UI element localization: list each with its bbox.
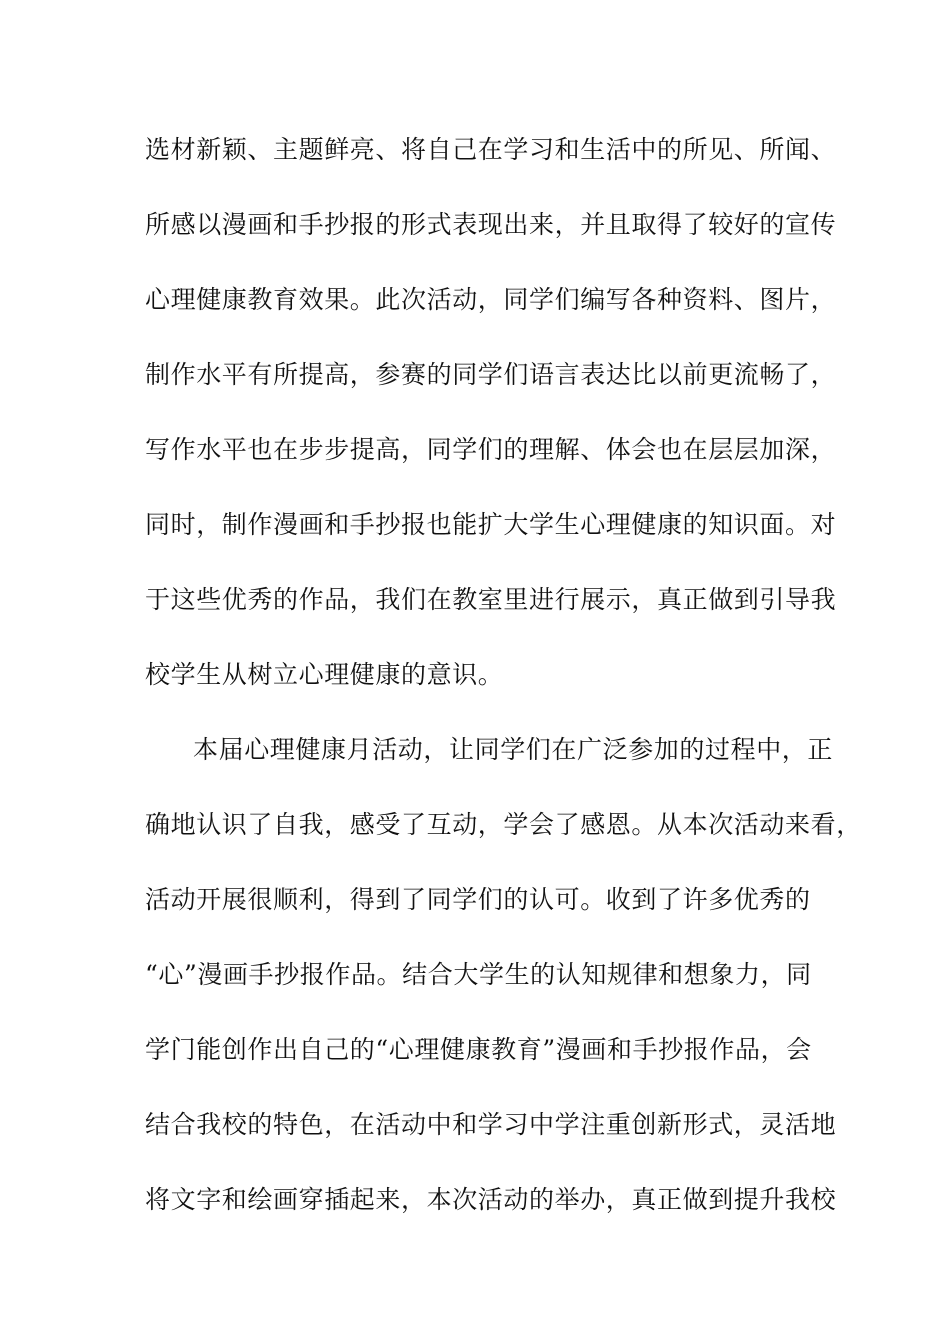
- text-line-1: 选材新颖、主题鲜亮、将自己在学习和生活中的所见、所闻、: [145, 135, 837, 164]
- text-line-14: 结合我校的特色，在活动中和学习中学注重创新形式，灵活地: [145, 1110, 837, 1139]
- text-line-2: 所感以漫画和手抄报的形式表现出来，并且取得了较好的宣传: [145, 210, 837, 239]
- text-line-12: “心”漫画手抄报作品。结合大学生的认知规律和想象力，同: [145, 960, 812, 989]
- text-line-6: 同时，制作漫画和手抄报也能扩大学生心理健康的知识面。对: [145, 510, 837, 539]
- text-line-8: 校学生从树立心理健康的意识。: [145, 660, 504, 689]
- text-line-4: 制作水平有所提高，参赛的同学们语言表达比以前更流畅了，: [145, 360, 837, 389]
- text-line-13: 学门能创作出自己的“心理健康教育”漫画和手抄报作品，会: [145, 1035, 812, 1064]
- text-line-9: 本届心理健康月活动，让同学们在广泛参加的过程中，正: [193, 735, 834, 764]
- text-line-3: 心理健康教育效果。此次活动，同学们编写各种资料、图片，: [145, 285, 837, 314]
- text-line-7: 于这些优秀的作品，我们在教室里进行展示，真正做到引导我: [145, 585, 837, 614]
- text-line-5: 写作水平也在步步提高，同学们的理解、体会也在层层加深，: [145, 435, 837, 464]
- text-line-15: 将文字和绘画穿插起来，本次活动的举办，真正做到提升我校: [145, 1185, 837, 1214]
- text-line-10: 确地认识了自我，感受了互动，学会了感恩。从本次活动来看，: [145, 810, 862, 839]
- text-line-11: 活动开展很顺利，得到了同学们的认可。收到了许多优秀的: [145, 885, 811, 914]
